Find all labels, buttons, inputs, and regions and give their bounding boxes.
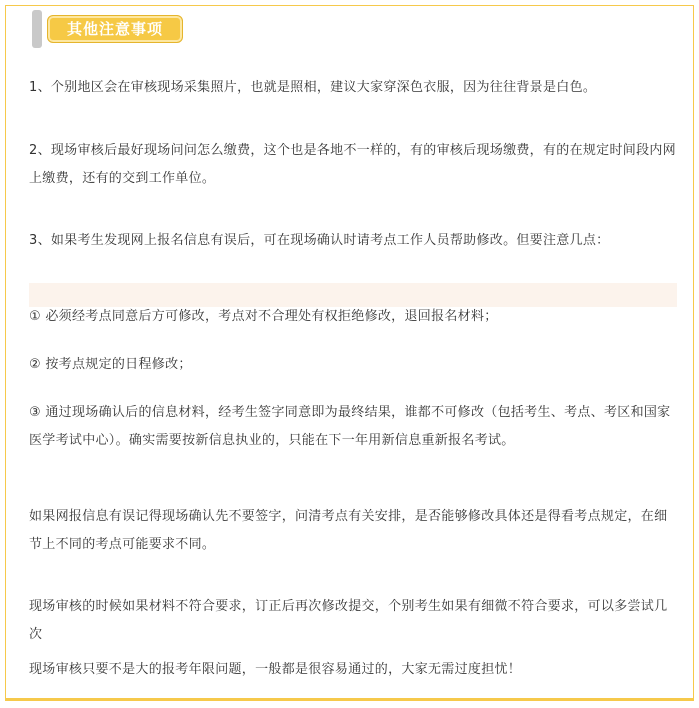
paragraph-3: 3、如果考生发现网上报名信息有误后，可在现场确认时请考点工作人员帮助修改。但要注意几点： xyxy=(29,233,610,248)
paragraph-1: 1、个别地区会在审核现场采集照片，也就是照相，建议大家穿深色衣服，因为往往背景是白色。 xyxy=(29,80,597,95)
paragraph-2: 2、现场审核后最好现场问问怎么缴费，这个也是各地不一样的，有的审核后现场缴费，有的在规定时间段内网上缴费，还有的交到工作单位。 xyxy=(29,143,676,186)
paragraph-4: 如果网报信息有误记得现场确认先不要签字，问清考点有关安排，是否能够修改具体还是得看考点规定，在细节上不同的考点可能要求不同。 xyxy=(29,509,668,552)
paragraph-6: 现场审核只要不是大的报考年限问题，一般都是很容易通过的，大家无需过度担忧！ xyxy=(29,662,522,677)
list-item-1: ① 必须经考点同意后方可修改，考点对不合理处有权拒绝修改，退回报名材料； xyxy=(29,309,498,324)
header-accent-bar xyxy=(32,10,42,48)
section-title-tag xyxy=(47,15,183,43)
content-card xyxy=(5,5,694,701)
paragraph-5: 现场审核的时候如果材料不符合要求，订正后再次修改提交，个别考生如果有细微不符合要求，可以多尝试几次 xyxy=(29,599,668,642)
list-item-3: ③ 通过现场确认后的信息材料，经考生签字同意即为最终结果，谁都不可修改（包括考生、考点、考区和国家医学考试中心）。确实需要按新信息执业的，只能在下一年用新信息重新报名考试。 xyxy=(29,405,671,448)
list-item-2: ② 按考点规定的日程修改； xyxy=(29,357,192,372)
section-title: 其他注意事项 xyxy=(66,20,163,38)
